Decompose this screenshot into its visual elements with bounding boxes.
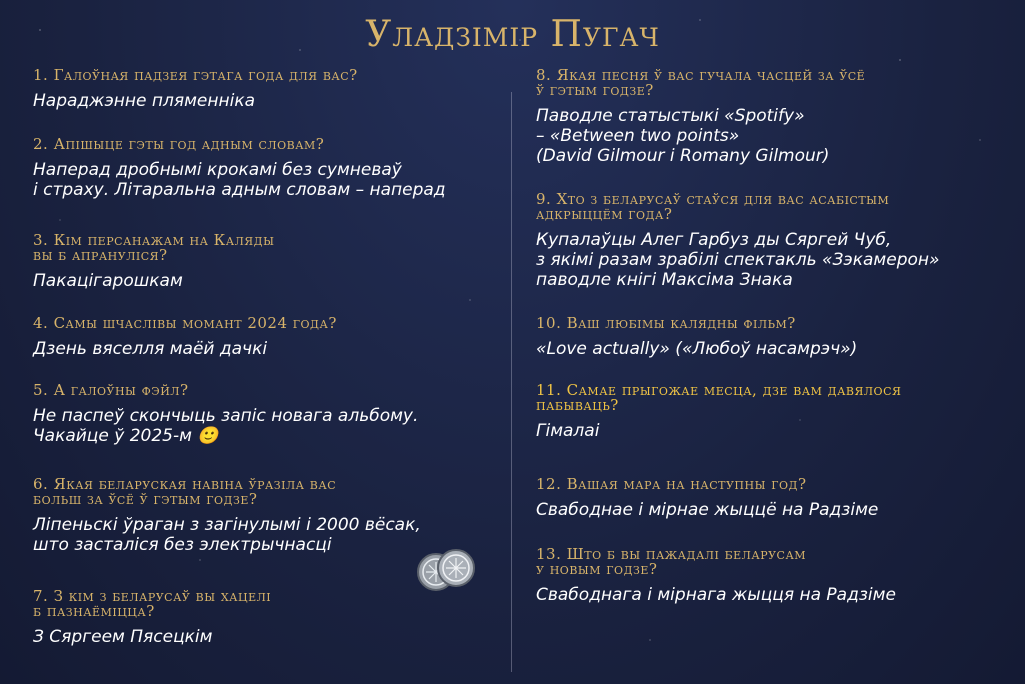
question-1: 1. Галоўная падзея гэтага года для вас? bbox=[33, 66, 358, 84]
qa-4 bbox=[33, 316, 337, 359]
question-13: 13. Што б вы пажадалі беларусам у новым годзе? bbox=[536, 545, 807, 578]
qa-9 bbox=[536, 192, 940, 290]
answer-6: Ліпеньскі ўраган з загінулымі і 2000 вёсак, што засталіся без электрычнасці bbox=[33, 515, 421, 555]
answer-3: Пакацігарошкам bbox=[33, 271, 183, 291]
answer-13: Свабоднага і мірнага жыцця на Радзіме bbox=[536, 585, 896, 605]
qa-5 bbox=[33, 383, 418, 446]
answer-7: З Сяргеем Пясецкім bbox=[33, 627, 213, 647]
answer-8: Паводле статыстыкі «Spotify» – «Between two points» (David Gilmour і Romany Gilmour) bbox=[536, 106, 830, 166]
qa-13 bbox=[536, 547, 896, 605]
qa-8 bbox=[536, 68, 865, 166]
question-11: 11. Самае прыгожае месца, дзе вам давялося пабываць? bbox=[536, 381, 902, 414]
qa-3 bbox=[33, 233, 274, 291]
answer-11: Гімалаі bbox=[536, 421, 600, 441]
coins-icon bbox=[414, 548, 476, 592]
question-4: 4. Самы шчаслівы момант 2024 года? bbox=[33, 314, 337, 332]
answer-12: Свабоднае і мірнае жыццё на Радзіме bbox=[536, 500, 879, 520]
question-3: 3. Кім персанажам на Каляды вы б апрануліся? bbox=[33, 231, 275, 264]
question-2: 2. Апішыце гэты год адным словам? bbox=[33, 135, 325, 153]
qa-1 bbox=[33, 68, 358, 111]
question-7: 7. З кім з беларусаў вы хацелі б пазнаёміцца? bbox=[33, 587, 272, 620]
column-divider bbox=[511, 92, 512, 672]
question-12: 12. Вашая мара на наступны год? bbox=[536, 475, 807, 493]
question-9: 9. Хто з беларусаў стаўся для вас асабістым адкрыццём года? bbox=[536, 190, 890, 223]
answer-9: Купалаўцы Алег Гарбуз ды Сяргей Чуб, з якімі разам зрабілі спектакль «Зэкамерон» паводле кнігі Максіма Знака bbox=[536, 230, 940, 290]
question-5: 5. А галоўны фэйл? bbox=[33, 381, 189, 399]
qa-6 bbox=[33, 477, 421, 555]
qa-7 bbox=[33, 589, 271, 647]
answer-5: Не паспеў скончыць запіс новага альбому. Чакайце ў 2025-м 🙂 bbox=[33, 406, 419, 446]
page-title: Уладзімір Пугач bbox=[365, 14, 660, 55]
question-10: 10. Ваш любімы калядны фільм? bbox=[536, 314, 796, 332]
answer-2: Наперад дробнымі крокамі без сумневаў і страху. Літаральна адным словам – наперад bbox=[33, 160, 446, 200]
answer-1: Нараджэнне пляменніка bbox=[33, 91, 256, 111]
qa-10 bbox=[536, 316, 857, 359]
qa-12 bbox=[536, 477, 878, 520]
answer-10: «Love actually» («Любоў насамрэч») bbox=[536, 339, 858, 359]
qa-2 bbox=[33, 137, 446, 200]
question-8: 8. Якая песня ў вас гучала часцей за ўсё ў гэтым годзе? bbox=[536, 66, 866, 99]
answer-4: Дзень вяселля маёй дачкі bbox=[33, 339, 268, 359]
question-6: 6. Якая беларуская навіна ўразіла вас больш за ўсё ў гэтым годзе? bbox=[33, 475, 337, 508]
qa-11 bbox=[536, 383, 901, 441]
